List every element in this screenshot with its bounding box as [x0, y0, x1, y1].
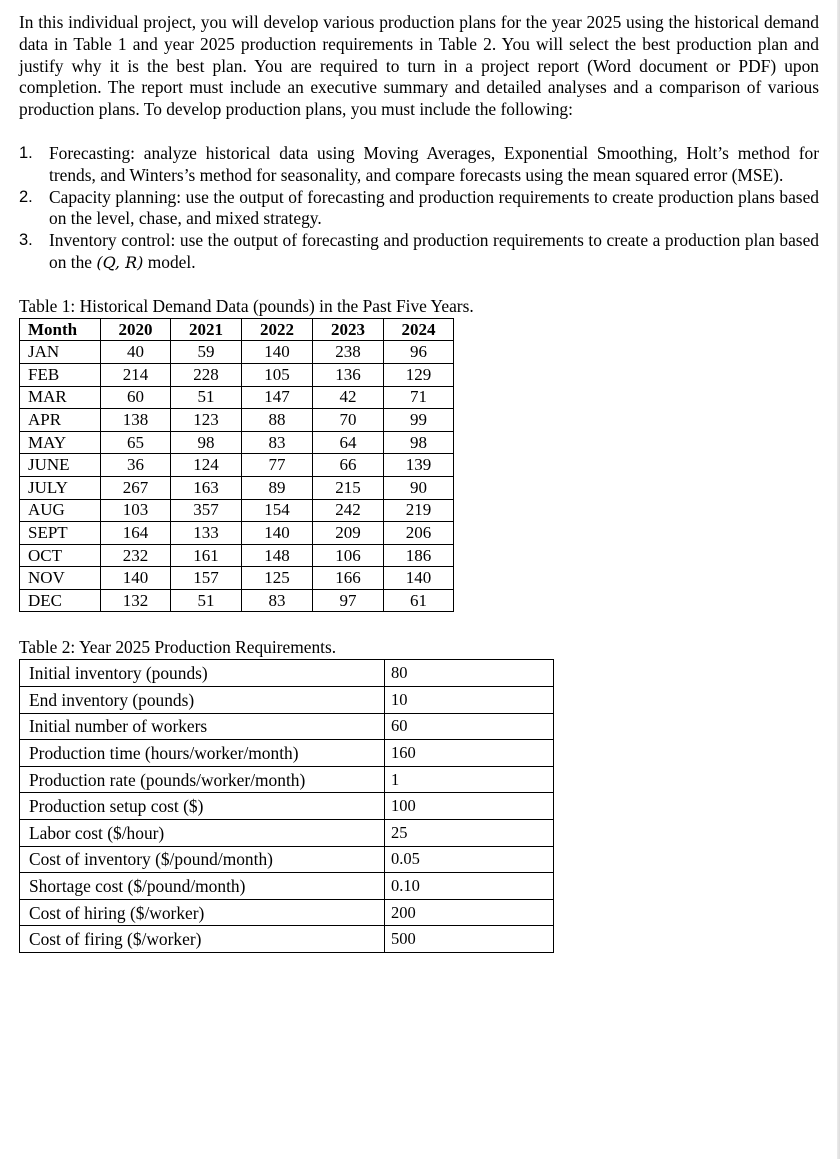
- requirement-value: 0.10: [385, 873, 554, 900]
- requirement-label: Production setup cost ($): [20, 793, 385, 820]
- demand-cell: 147: [242, 386, 313, 409]
- demand-cell: 148: [242, 544, 313, 567]
- month-cell: JULY: [20, 476, 101, 499]
- demand-cell: 59: [171, 341, 242, 364]
- requirement-label: Production time (hours/worker/month): [20, 740, 385, 767]
- month-cell: SEPT: [20, 522, 101, 545]
- table-row: [20, 567, 454, 590]
- demand-cell: 157: [171, 567, 242, 590]
- column-header: 2024: [384, 318, 454, 341]
- task-text: Forecasting: analyze historical data using Moving Averages, Exponential Smoothing, Holt’s method for trends, and Winters’s method for seasonality, and compare forecasts using the mean squared error (MSE).: [49, 142, 819, 185]
- month-cell: APR: [20, 409, 101, 432]
- table2-caption: Table 2: Year 2025 Production Requirements.: [19, 637, 337, 658]
- demand-cell: 219: [384, 499, 454, 522]
- column-header: 2020: [101, 318, 171, 341]
- requirement-value: 0.05: [385, 846, 554, 873]
- requirement-label: Cost of firing ($/worker): [20, 926, 385, 953]
- production-requirements-table: [19, 659, 554, 953]
- requirement-value: 80: [385, 660, 554, 687]
- demand-cell: 163: [171, 476, 242, 499]
- table-row: [20, 873, 554, 900]
- month-cell: JUNE: [20, 454, 101, 477]
- task-list: [19, 143, 819, 274]
- demand-cell: 124: [171, 454, 242, 477]
- qr-model-math: (Q, R): [96, 252, 144, 272]
- month-cell: FEB: [20, 363, 101, 386]
- table-row: [20, 846, 554, 873]
- historical-demand-table: [19, 318, 454, 613]
- demand-cell: 140: [242, 341, 313, 364]
- demand-cell: 228: [171, 363, 242, 386]
- table-row: [20, 476, 454, 499]
- table-row: [20, 713, 554, 740]
- table-row: [20, 687, 554, 714]
- table-row: [20, 899, 554, 926]
- demand-cell: 138: [101, 409, 171, 432]
- table-row: [20, 766, 554, 793]
- column-header: 2022: [242, 318, 313, 341]
- task-text-end: model.: [143, 251, 196, 272]
- demand-cell: 164: [101, 522, 171, 545]
- demand-cell: 60: [101, 386, 171, 409]
- table-row: [20, 454, 454, 477]
- demand-cell: 64: [313, 431, 384, 454]
- demand-cell: 357: [171, 499, 242, 522]
- demand-cell: 83: [242, 589, 313, 612]
- table-row: [20, 544, 454, 567]
- table-row: [20, 522, 454, 545]
- demand-cell: 98: [384, 431, 454, 454]
- requirement-value: 25: [385, 820, 554, 847]
- table-row: [20, 793, 554, 820]
- demand-cell: 140: [242, 522, 313, 545]
- demand-cell: 71: [384, 386, 454, 409]
- demand-cell: 154: [242, 499, 313, 522]
- demand-cell: 90: [384, 476, 454, 499]
- month-cell: JAN: [20, 341, 101, 364]
- table-row: [20, 341, 454, 364]
- table-row: [20, 499, 454, 522]
- task-number: 3.: [19, 231, 33, 250]
- demand-cell: 132: [101, 589, 171, 612]
- demand-cell: 139: [384, 454, 454, 477]
- demand-cell: 40: [101, 341, 171, 364]
- demand-cell: 214: [101, 363, 171, 386]
- task-item-forecasting: [19, 143, 819, 187]
- month-cell: AUG: [20, 499, 101, 522]
- demand-cell: 129: [384, 363, 454, 386]
- demand-cell: 166: [313, 567, 384, 590]
- demand-cell: 51: [171, 589, 242, 612]
- demand-cell: 70: [313, 409, 384, 432]
- table-row: [20, 820, 554, 847]
- demand-cell: 209: [313, 522, 384, 545]
- demand-cell: 242: [313, 499, 384, 522]
- month-cell: NOV: [20, 567, 101, 590]
- task-number: 2.: [19, 187, 33, 206]
- requirement-value: 200: [385, 899, 554, 926]
- requirement-value: 1: [385, 766, 554, 793]
- task-number: 1.: [19, 143, 33, 162]
- column-header: 2023: [313, 318, 384, 341]
- demand-cell: 125: [242, 567, 313, 590]
- demand-cell: 140: [101, 567, 171, 590]
- task-text: Capacity planning: use the output of forecasting and production requirements to create production plans based on the level, chase, and mixed strategy.: [49, 186, 819, 229]
- column-header: Month: [20, 318, 101, 341]
- demand-cell: 88: [242, 409, 313, 432]
- demand-cell: 215: [313, 476, 384, 499]
- requirement-label: Cost of inventory ($/pound/month): [20, 846, 385, 873]
- demand-cell: 106: [313, 544, 384, 567]
- demand-cell: 133: [171, 522, 242, 545]
- demand-cell: 65: [101, 431, 171, 454]
- document-page: [19, 12, 819, 953]
- requirement-label: End inventory (pounds): [20, 687, 385, 714]
- demand-cell: 36: [101, 454, 171, 477]
- demand-cell: 238: [313, 341, 384, 364]
- table-row: [20, 386, 454, 409]
- intro-paragraph: In this individual project, you will develop various production plans for the year 2025 using the historical demand data in Table 1 and year 2025 production requirements in Table 2. You will select the best production plan and justify why it is the best plan. You are required to turn in a project report (Word document or PDF) upon completion. The report must include an executive summary and detailed analyses and a comparison of various production plans. To develop production plans, you must include the following:: [19, 12, 819, 120]
- requirement-label: Initial inventory (pounds): [20, 660, 385, 687]
- demand-cell: 267: [101, 476, 171, 499]
- demand-cell: 103: [101, 499, 171, 522]
- demand-cell: 89: [242, 476, 313, 499]
- demand-cell: 42: [313, 386, 384, 409]
- demand-cell: 61: [384, 589, 454, 612]
- demand-cell: 51: [171, 386, 242, 409]
- demand-cell: 161: [171, 544, 242, 567]
- month-cell: OCT: [20, 544, 101, 567]
- demand-cell: 98: [171, 431, 242, 454]
- demand-cell: 66: [313, 454, 384, 477]
- demand-cell: 105: [242, 363, 313, 386]
- requirement-label: Shortage cost ($/pound/month): [20, 873, 385, 900]
- demand-cell: 206: [384, 522, 454, 545]
- table-row: [20, 409, 454, 432]
- table-row: [20, 363, 454, 386]
- month-cell: MAR: [20, 386, 101, 409]
- table1-caption: Table 1: Historical Demand Data (pounds) in the Past Five Years.: [19, 295, 474, 316]
- requirement-label: Labor cost ($/hour): [20, 820, 385, 847]
- requirement-label: Production rate (pounds/worker/month): [20, 766, 385, 793]
- requirement-value: 160: [385, 740, 554, 767]
- requirement-value: 10: [385, 687, 554, 714]
- requirement-label: Cost of hiring ($/worker): [20, 899, 385, 926]
- demand-cell: 83: [242, 431, 313, 454]
- demand-cell: 99: [384, 409, 454, 432]
- month-cell: DEC: [20, 589, 101, 612]
- demand-cell: 123: [171, 409, 242, 432]
- requirement-value: 100: [385, 793, 554, 820]
- demand-cell: 97: [313, 589, 384, 612]
- demand-cell: 140: [384, 567, 454, 590]
- table-row: [20, 740, 554, 767]
- table-row: [20, 660, 554, 687]
- demand-cell: 77: [242, 454, 313, 477]
- requirement-value: 500: [385, 926, 554, 953]
- table-row: [20, 589, 454, 612]
- month-cell: MAY: [20, 431, 101, 454]
- demand-cell: 232: [101, 544, 171, 567]
- requirement-value: 60: [385, 713, 554, 740]
- table-row: [20, 431, 454, 454]
- requirement-label: Initial number of workers: [20, 713, 385, 740]
- task-item-inventory-control: [19, 230, 819, 274]
- column-header: 2021: [171, 318, 242, 341]
- demand-cell: 186: [384, 544, 454, 567]
- table1-header-row: [20, 318, 454, 341]
- task-text: Inventory control: use the output of forecasting and production requirements to create a production plan based on the: [49, 230, 819, 272]
- demand-cell: 136: [313, 363, 384, 386]
- demand-cell: 96: [384, 341, 454, 364]
- task-item-capacity-planning: [19, 187, 819, 231]
- table-row: [20, 926, 554, 953]
